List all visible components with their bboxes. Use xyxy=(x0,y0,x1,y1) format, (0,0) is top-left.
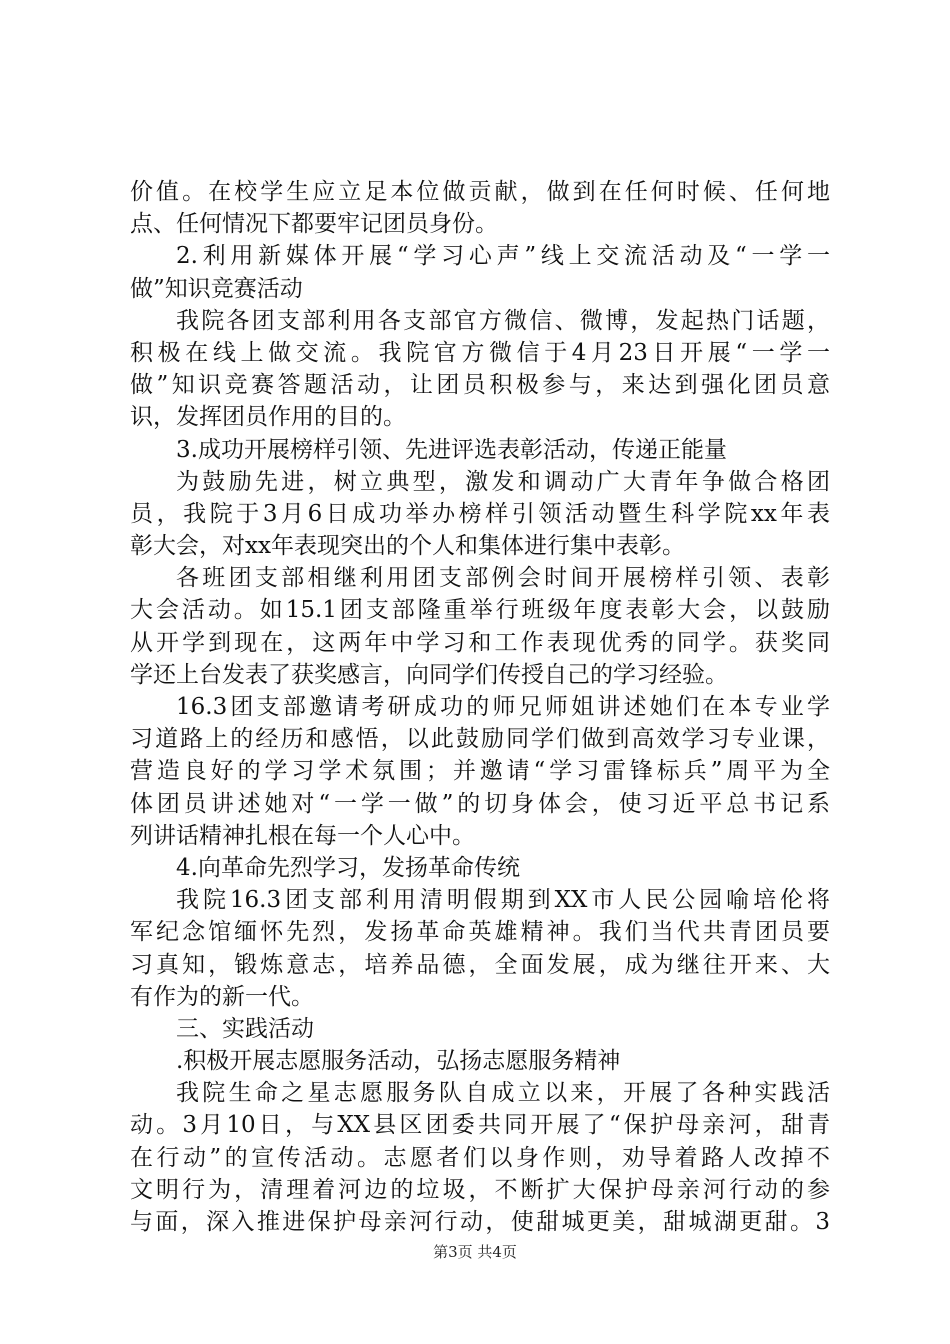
text-line: 我院各团支部利用各支部官方微信、微博，发起热门话题， xyxy=(176,307,830,334)
text-line: 4.向革命先烈学习，发扬革命传统 xyxy=(176,854,520,881)
text-line: 各班团支部相继利用团支部例会时间开展榜样引领、表彰 xyxy=(176,565,830,592)
text-line: 与面，深入推进保护母亲河行动，使甜城更美，甜城湖更甜。3 xyxy=(130,1209,830,1235)
text-line: 做”知识竞赛答题活动，让团员积极参与，来达到强化团员意 xyxy=(130,372,830,399)
text-line: 做”知识竞赛活动 xyxy=(130,275,303,302)
text-line: 大会活动。如15.1团支部隆重举行班级年度表彰大会，以鼓励 xyxy=(130,597,830,624)
text-line: 军纪念馆缅怀先烈，发扬革命英雄精神。我们当代共青团员要 xyxy=(130,919,830,946)
text-line: 列讲话精神扎根在每一个人心中。 xyxy=(130,822,475,849)
page-footer: 第3页 共4页 xyxy=(433,1243,517,1261)
text-line: 2.利用新媒体开展“学习心声”线上交流活动及“一学一 xyxy=(176,243,830,270)
text-line: 为鼓励先进，树立典型，激发和调动广大青年争做合格团 xyxy=(176,468,830,495)
text-line: 3.成功开展榜样引领、先进评选表彰活动，传递正能量 xyxy=(176,436,727,463)
text-line: 识，发挥团员作用的目的。 xyxy=(130,404,406,431)
text-line: 16.3团支部邀请考研成功的师兄师姐讲述她们在本专业学 xyxy=(176,694,830,720)
text-line: 习真知，锻炼意志，培养品德，全面发展，成为继往开来、大 xyxy=(130,951,830,978)
text-line: 彰大会，对xx年表现突出的个人和集体进行集中表彰。 xyxy=(130,533,685,560)
document-body xyxy=(130,176,830,1238)
text-line: 有作为的新一代。 xyxy=(130,983,314,1010)
text-line: 价值。在校学生应立足本位做贡献，做到在任何时候、任何地 xyxy=(130,179,830,205)
text-line: 学还上台发表了获奖感言，向同学们传授自己的学习经验。 xyxy=(130,661,728,688)
text-line: 我院16.3团支部利用清明假期到XX市人民公园喻培伦将 xyxy=(176,887,830,914)
text-line: .积极开展志愿服务活动，弘扬志愿服务精神 xyxy=(176,1048,621,1075)
text-line: 从开学到现在，这两年中学习和工作表现优秀的同学。获奖同 xyxy=(130,629,830,656)
text-line: 动。3月10日，与XX县区团委共同开展了“保护母亲河，甜青 xyxy=(130,1112,830,1139)
text-line: 体团员讲述她对“一学一做”的切身体会，使习近平总书记系 xyxy=(130,790,830,817)
text-line: 点、任何情况下都要牢记团员身份。 xyxy=(130,211,498,238)
text-line: 三、实践活动 xyxy=(176,1015,314,1042)
text-line: 员，我院于3月6日成功举办榜样引领活动暨生科学院xx年表 xyxy=(130,500,830,527)
text-line: 习道路上的经历和感悟，以此鼓励同学们做到高效学习专业课， xyxy=(130,726,830,753)
text-line: 在行动”的宣传活动。志愿者们以身作则，劝导着路人改掉不 xyxy=(130,1144,830,1171)
text-line: 积极在线上做交流。我院官方微信于4月23日开展“一学一 xyxy=(130,339,830,366)
text-line: 我院生命之星志愿服务队自成立以来，开展了各种实践活 xyxy=(176,1080,830,1107)
text-line: 文明行为，清理着河边的垃圾，不断扩大保护母亲河行动的参 xyxy=(130,1176,830,1203)
text-line: 营造良好的学习学术氛围；并邀请“学习雷锋标兵”周平为全 xyxy=(130,758,830,785)
